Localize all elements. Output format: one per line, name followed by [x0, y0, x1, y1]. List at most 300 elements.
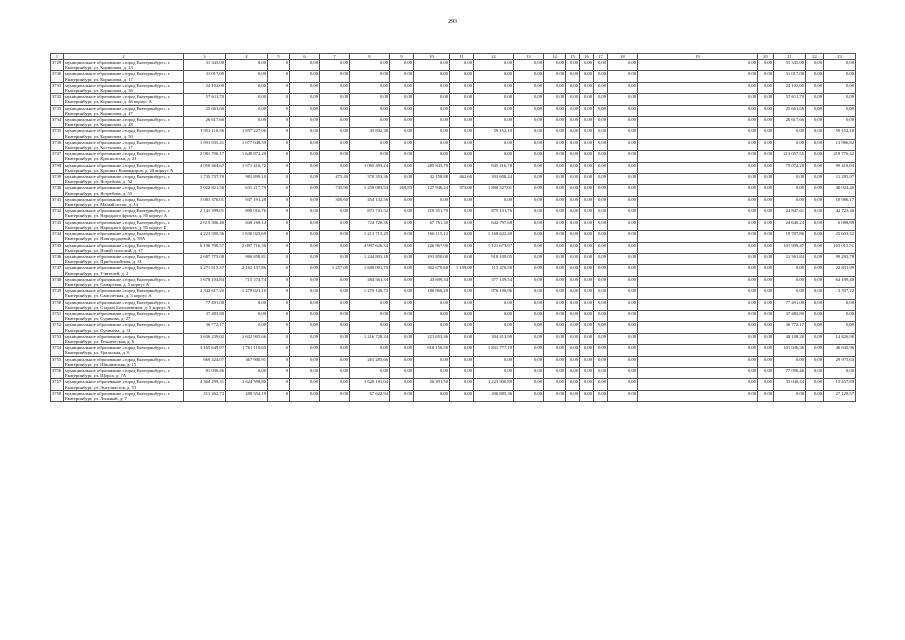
value-cell: 0,00: [544, 139, 566, 150]
value-cell: 0,00: [594, 82, 608, 93]
value-cell: 0,00: [450, 288, 474, 299]
value-cell: 0,00: [390, 379, 414, 390]
value-cell: 11 285,97: [824, 174, 856, 185]
value-cell: 0,00: [608, 71, 638, 82]
value-cell: 0,00: [594, 162, 608, 173]
value-cell: 101 046,36: [774, 345, 806, 356]
value-cell: 0,00: [450, 139, 474, 150]
value-cell: 0,00: [594, 390, 608, 401]
value-cell: 0,00: [566, 208, 580, 219]
value-cell: 0,00: [806, 322, 824, 333]
value-cell: 0,00: [544, 265, 566, 276]
address-cell: муниципальное образование «город Екатеринбург», г. Екатеринбург, ул. Учителей, д. 2: [64, 265, 184, 276]
value-cell: 1 630 025,69: [226, 231, 268, 242]
table-row: [51, 356, 856, 367]
value-cell: 0,00: [390, 367, 414, 378]
value-cell: 0,00: [758, 208, 774, 219]
table-row: [51, 253, 856, 264]
value-cell: 1 831 777,10: [474, 345, 514, 356]
value-cell: 269,83: [390, 185, 414, 196]
value-cell: 0,00: [290, 299, 320, 310]
value-cell: 0,00: [350, 117, 390, 128]
value-cell: 0,00: [566, 196, 580, 207]
column-header: 16: [580, 54, 594, 60]
address-cell: муниципальное образование «город Екатеринбург», г. Екатеринбург, ул. Техническая, д. 6: [64, 333, 184, 344]
value-cell: 0,00: [580, 185, 594, 196]
value-cell: 0,00: [320, 82, 350, 93]
value-cell: 57 611,70: [184, 94, 226, 105]
value-cell: 0,00: [320, 253, 350, 264]
value-cell: 0,00: [450, 379, 474, 390]
value-cell: 0,00: [390, 242, 414, 253]
value-cell: 0,00: [320, 333, 350, 344]
value-cell: 0,00: [580, 288, 594, 299]
value-cell: 0,00: [608, 128, 638, 139]
value-cell: 0,00: [414, 299, 450, 310]
column-header: 3: [184, 54, 226, 60]
value-cell: 0,00: [474, 322, 514, 333]
value-cell: 0,00: [450, 162, 474, 173]
table-row: [51, 151, 856, 162]
value-cell: 0,00: [638, 265, 758, 276]
value-cell: 1 216 728,34: [350, 333, 390, 344]
value-cell: 0,00: [290, 276, 320, 287]
value-cell: 0,00: [580, 322, 594, 333]
value-cell: 0,00: [514, 196, 544, 207]
column-header: 23: [824, 54, 856, 60]
value-cell: 0,00: [594, 219, 608, 230]
value-cell: 0,00: [638, 253, 758, 264]
value-cell: 0,00: [514, 299, 544, 310]
value-cell: 0,00: [806, 390, 824, 401]
value-cell: 0: [268, 60, 290, 71]
value-cell: 871 741,52: [350, 208, 390, 219]
value-cell: 0,00: [566, 185, 580, 196]
value-cell: 0,00: [290, 71, 320, 82]
value-cell: 0,00: [774, 174, 806, 185]
value-cell: 0,00: [290, 367, 320, 378]
value-cell: 937 191,28: [226, 196, 268, 207]
address-cell: муниципальное образование «город Екатеринбург», г. Екатеринбург, ул. Уральская, д. 6: [64, 345, 184, 356]
value-cell: 0,00: [514, 310, 544, 321]
column-header: 18: [608, 54, 638, 60]
value-cell: 0,00: [638, 333, 758, 344]
value-cell: 0,00: [608, 299, 638, 310]
value-cell: 0,00: [390, 219, 414, 230]
value-cell: 0,00: [320, 231, 350, 242]
column-header: 19: [638, 54, 758, 60]
address-cell: муниципальное образование «город Екатеринбург», г. Екатеринбург, ул. Костычева, д. 17: [64, 139, 184, 150]
value-cell: 0,00: [290, 219, 320, 230]
value-cell: 0,00: [390, 196, 414, 207]
value-cell: 0,00: [390, 253, 414, 264]
value-cell: 890 016,76: [226, 208, 268, 219]
value-cell: 24 102,00: [774, 82, 806, 93]
value-cell: 0,00: [474, 94, 514, 105]
value-cell: 0,00: [514, 60, 544, 71]
value-cell: 0,00: [608, 151, 638, 162]
value-cell: 0: [268, 367, 290, 378]
value-cell: 0,00: [580, 265, 594, 276]
value-cell: 0,00: [450, 82, 474, 93]
value-cell: 0,00: [390, 162, 414, 173]
value-cell: 0,00: [566, 117, 580, 128]
value-cell: 1 735 737,70: [184, 174, 226, 185]
value-cell: 0,00: [350, 105, 390, 116]
value-cell: 99 418,03: [824, 162, 856, 173]
column-header: 21: [774, 54, 806, 60]
value-cell: 0,00: [320, 379, 350, 390]
row-number: 3737: [51, 151, 64, 162]
value-cell: 0,00: [594, 196, 608, 207]
value-cell: 0,00: [514, 94, 544, 105]
address-cell: муниципальное образование «город Екатеринбург», г. Екатеринбург, ул. Малый исток, д. 14: [64, 196, 184, 207]
value-cell: 0,00: [594, 253, 608, 264]
value-cell: 0,00: [638, 356, 758, 367]
value-cell: 0,00: [608, 82, 638, 93]
value-cell: 0,00: [806, 345, 824, 356]
value-cell: 0,00: [350, 322, 390, 333]
value-cell: 0,00: [580, 105, 594, 116]
value-cell: 1 890 527,01: [474, 185, 514, 196]
value-cell: 0,00: [608, 379, 638, 390]
value-cell: 0,00: [580, 162, 594, 173]
address-cell: муниципальное образование «город Екатеринбург», г. Екатеринбург, ул. Красных Командиров, д. 20 корпус А: [64, 162, 184, 173]
value-cell: 2 342 617,20: [184, 288, 226, 299]
value-cell: 0,00: [594, 94, 608, 105]
row-number: 3735: [51, 128, 64, 139]
value-cell: 0,00: [320, 60, 350, 71]
value-cell: 0,00: [474, 356, 514, 367]
value-cell: 1 168 622,49: [474, 231, 514, 242]
value-cell: 375,00: [450, 185, 474, 196]
value-cell: 0,00: [608, 94, 638, 105]
value-cell: 0,00: [758, 242, 774, 253]
value-cell: 2 162 137,86: [226, 265, 268, 276]
value-cell: 0,00: [390, 94, 414, 105]
value-cell: 0,00: [566, 139, 580, 150]
value-cell: 0,00: [758, 265, 774, 276]
value-cell: 0,00: [580, 231, 594, 242]
value-cell: 0,00: [474, 299, 514, 310]
value-cell: 0,00: [638, 310, 758, 321]
value-cell: 0,00: [390, 276, 414, 287]
value-cell: 0,00: [350, 60, 390, 71]
value-cell: 0,00: [638, 219, 758, 230]
value-cell: 0,00: [580, 299, 594, 310]
value-cell: 0,00: [806, 288, 824, 299]
row-number: 3738: [51, 162, 64, 173]
value-cell: 0,00: [226, 310, 268, 321]
value-cell: 475,40: [320, 174, 350, 185]
value-cell: 0,00: [450, 310, 474, 321]
value-cell: 1 091 035,41: [184, 139, 226, 150]
value-cell: 0,00: [544, 379, 566, 390]
value-cell: 0: [268, 151, 290, 162]
table-row: [51, 162, 856, 173]
value-cell: 0,00: [514, 151, 544, 162]
value-cell: 0,00: [544, 162, 566, 173]
value-cell: 0,00: [320, 139, 350, 150]
address-cell: муниципальное образование «город Екатеринбург», г. Екатеринбург, ул. Прибалтийская, д. 31: [64, 253, 184, 264]
value-cell: 0,00: [514, 265, 544, 276]
value-cell: 0,00: [514, 253, 544, 264]
value-cell: 0: [268, 253, 290, 264]
value-cell: 0,00: [290, 196, 320, 207]
value-cell: 1 077 048,59: [226, 139, 268, 150]
value-cell: 0,00: [414, 71, 450, 82]
table-row: [51, 276, 856, 287]
value-cell: 0,00: [758, 185, 774, 196]
value-cell: 362 670,60: [414, 265, 450, 276]
value-cell: 0,00: [594, 208, 608, 219]
value-cell: 0,00: [774, 356, 806, 367]
value-cell: 0: [268, 299, 290, 310]
value-cell: 0,00: [806, 356, 824, 367]
value-cell: 0,00: [414, 82, 450, 93]
column-header: 22: [806, 54, 824, 60]
value-cell: 1 857 227,06: [226, 128, 268, 139]
value-cell: 57 611,70: [774, 94, 806, 105]
value-cell: 0,00: [320, 356, 350, 367]
value-cell: 0,00: [544, 367, 566, 378]
row-number: 3748: [51, 276, 64, 287]
value-cell: 0,00: [638, 390, 758, 401]
value-cell: 0,00: [608, 105, 638, 116]
value-cell: 37 483,80: [184, 310, 226, 321]
value-cell: 0,00: [390, 105, 414, 116]
value-cell: 0,00: [594, 174, 608, 185]
value-cell: 0,00: [806, 208, 824, 219]
value-cell: 0,00: [580, 345, 594, 356]
value-cell: 0: [268, 345, 290, 356]
value-cell: 0,00: [824, 94, 856, 105]
value-cell: 43 699,34: [414, 276, 450, 287]
value-cell: 0,00: [474, 105, 514, 116]
value-cell: 0,00: [414, 151, 450, 162]
value-cell: 0,00: [566, 128, 580, 139]
value-cell: 0,00: [390, 60, 414, 71]
value-cell: 0: [268, 196, 290, 207]
value-cell: 42 725,46: [824, 208, 856, 219]
value-cell: 0,00: [774, 196, 806, 207]
value-cell: 0,00: [544, 333, 566, 344]
value-cell: 981 899,10: [226, 174, 268, 185]
value-cell: 0,00: [544, 219, 566, 230]
value-cell: 0,00: [290, 356, 320, 367]
address-cell: муниципальное образование «город Екатеринбург», г. Екатеринбург, ул. Самолетная, д. 3 корпус А: [64, 288, 184, 299]
value-cell: 0: [268, 128, 290, 139]
value-cell: 0,00: [806, 367, 824, 378]
row-number: 3746: [51, 253, 64, 264]
value-cell: 0,00: [638, 185, 758, 196]
table-row: [51, 185, 856, 196]
column-header: 17: [594, 54, 608, 60]
table-row: [51, 390, 856, 401]
value-cell: 0,00: [320, 310, 350, 321]
value-cell: 36 772,17: [774, 322, 806, 333]
value-cell: 25 603,52: [824, 231, 856, 242]
value-cell: 0,00: [580, 253, 594, 264]
value-cell: 0,00: [638, 231, 758, 242]
value-cell: 0,00: [474, 139, 514, 150]
value-cell: 0,00: [580, 60, 594, 71]
row-number: 3749: [51, 288, 64, 299]
value-cell: 0,00: [594, 276, 608, 287]
value-cell: 0,00: [608, 219, 638, 230]
value-cell: 0,00: [544, 276, 566, 287]
address-cell: муниципальное образование «город Екатеринбург», г. Екатеринбург, ул. Корнилова, д. 50: [64, 128, 184, 139]
value-cell: 0,00: [638, 151, 758, 162]
value-cell: 0,00: [450, 105, 474, 116]
value-cell: 0,00: [594, 151, 608, 162]
value-cell: 0: [268, 117, 290, 128]
value-cell: 0,00: [638, 299, 758, 310]
column-header: 1: [51, 54, 64, 60]
value-cell: 6 196 700,57: [184, 242, 226, 253]
value-cell: 0,00: [474, 310, 514, 321]
value-cell: 0,00: [824, 322, 856, 333]
value-cell: 0,00: [824, 310, 856, 321]
column-header: 15: [566, 54, 580, 60]
value-cell: 0,00: [390, 390, 414, 401]
value-cell: 77 491,08: [774, 299, 806, 310]
table-row: [51, 196, 856, 207]
value-cell: 0: [268, 105, 290, 116]
value-cell: 0,00: [638, 139, 758, 150]
value-cell: 59 152,10: [474, 128, 514, 139]
value-cell: 0,00: [320, 242, 350, 253]
value-cell: 0,00: [580, 333, 594, 344]
value-cell: 21 361,84: [774, 253, 806, 264]
value-cell: 119 351,70: [414, 208, 450, 219]
row-number: 3743: [51, 219, 64, 230]
value-cell: 367 900,91: [226, 356, 268, 367]
value-cell: 127 946,24: [414, 185, 450, 196]
value-cell: 0,00: [608, 390, 638, 401]
value-cell: 0,00: [390, 139, 414, 150]
value-cell: 0,00: [320, 208, 350, 219]
value-cell: 29 975,63: [824, 356, 856, 367]
value-cell: 0,00: [594, 356, 608, 367]
value-cell: 0,00: [544, 94, 566, 105]
value-cell: 0,00: [544, 231, 566, 242]
value-cell: 0,00: [638, 196, 758, 207]
value-cell: 0,00: [566, 310, 580, 321]
row-number: 3750: [51, 299, 64, 310]
column-header: 5: [268, 54, 290, 60]
value-cell: 0: [268, 139, 290, 150]
value-cell: 0,00: [514, 105, 544, 116]
value-cell: 42 158,88: [414, 174, 450, 185]
value-cell: 0,00: [758, 276, 774, 287]
value-cell: 48 108,20: [774, 333, 806, 344]
table-row: [51, 265, 856, 276]
value-cell: 0,00: [580, 128, 594, 139]
value-cell: 0,00: [450, 356, 474, 367]
value-cell: 0,00: [774, 128, 806, 139]
value-cell: 0,00: [390, 82, 414, 93]
value-cell: 0: [268, 185, 290, 196]
value-cell: 0,00: [774, 390, 806, 401]
value-cell: 0,00: [450, 390, 474, 401]
value-cell: 0,00: [290, 139, 320, 150]
value-cell: 0,00: [638, 322, 758, 333]
value-cell: 462,60: [450, 174, 474, 185]
address-cell: муниципальное образование «город Екатеринбург», г. Екатеринбург, ул. Новгородцевой, д. 39А: [64, 231, 184, 242]
value-cell: 0,00: [226, 117, 268, 128]
value-cell: 669 324,07: [184, 356, 226, 367]
table-row: [51, 322, 856, 333]
value-cell: 31 345,00: [774, 60, 806, 71]
address-cell: муниципальное образование «город Екатеринбург», г. Екатеринбург, ул. Лыжный, д. 7: [64, 390, 184, 401]
value-cell: 0,00: [414, 367, 450, 378]
value-cell: 2 615 306,40: [184, 219, 226, 230]
value-cell: 0,00: [450, 276, 474, 287]
value-cell: 0,00: [608, 242, 638, 253]
value-cell: 0,00: [390, 208, 414, 219]
table-row: [51, 71, 856, 82]
column-header: 14: [544, 54, 566, 60]
value-cell: 0,00: [758, 299, 774, 310]
value-cell: 0,00: [608, 185, 638, 196]
value-cell: 0,00: [608, 333, 638, 344]
value-cell: 0,00: [580, 379, 594, 390]
value-cell: 0,00: [290, 242, 320, 253]
value-cell: 0,00: [414, 356, 450, 367]
row-number: 3752: [51, 322, 64, 333]
value-cell: 0,00: [608, 276, 638, 287]
value-cell: 0,00: [638, 288, 758, 299]
address-cell: муниципальное образование «город Екатеринбург», г. Екатеринбург, ул. Шишимская, д. 15: [64, 356, 184, 367]
value-cell: 0,00: [566, 60, 580, 71]
value-cell: 945 216,78: [474, 162, 514, 173]
row-number: 3742: [51, 208, 64, 219]
column-header: 11: [450, 54, 474, 60]
value-cell: 0,00: [544, 253, 566, 264]
value-cell: 166 115,12: [414, 231, 450, 242]
address-cell: муниципальное образование «город Екатеринбург», г. Екатеринбург, ул. Корнилова, д. 13: [64, 60, 184, 71]
value-cell: 0,00: [566, 265, 580, 276]
value-cell: 0,00: [290, 82, 320, 93]
address-cell: муниципальное образование «город Екатеринбург», г. Екатеринбург, ул. Старых Большевиков, д. 5 корпус А: [64, 299, 184, 310]
value-cell: 0,00: [290, 208, 320, 219]
value-cell: 0,00: [758, 231, 774, 242]
row-number: 3730: [51, 71, 64, 82]
value-cell: 0,00: [544, 356, 566, 367]
value-cell: 0,00: [758, 345, 774, 356]
value-cell: 0,00: [290, 185, 320, 196]
value-cell: 67 761,30: [414, 219, 450, 230]
value-cell: 0,00: [806, 276, 824, 287]
value-cell: 0,00: [608, 310, 638, 321]
column-header: 7: [320, 54, 350, 60]
value-cell: 631 217,79: [226, 185, 268, 196]
value-cell: 13 986,82: [824, 139, 856, 150]
address-cell: муниципальное образование «город Екатеринбург», г. Екатеринбург, ул. Сурикова, д. 27: [64, 310, 184, 321]
value-cell: 0,00: [806, 60, 824, 71]
value-cell: 0,00: [390, 345, 414, 356]
value-cell: 0,00: [774, 276, 806, 287]
value-cell: 36 772,17: [184, 322, 226, 333]
value-cell: 0,00: [544, 310, 566, 321]
value-cell: 0,00: [226, 105, 268, 116]
value-cell: 849 168,14: [226, 219, 268, 230]
table-row: [51, 174, 856, 185]
value-cell: 0,00: [320, 151, 350, 162]
value-cell: 0,00: [566, 94, 580, 105]
value-cell: 0,00: [414, 94, 450, 105]
